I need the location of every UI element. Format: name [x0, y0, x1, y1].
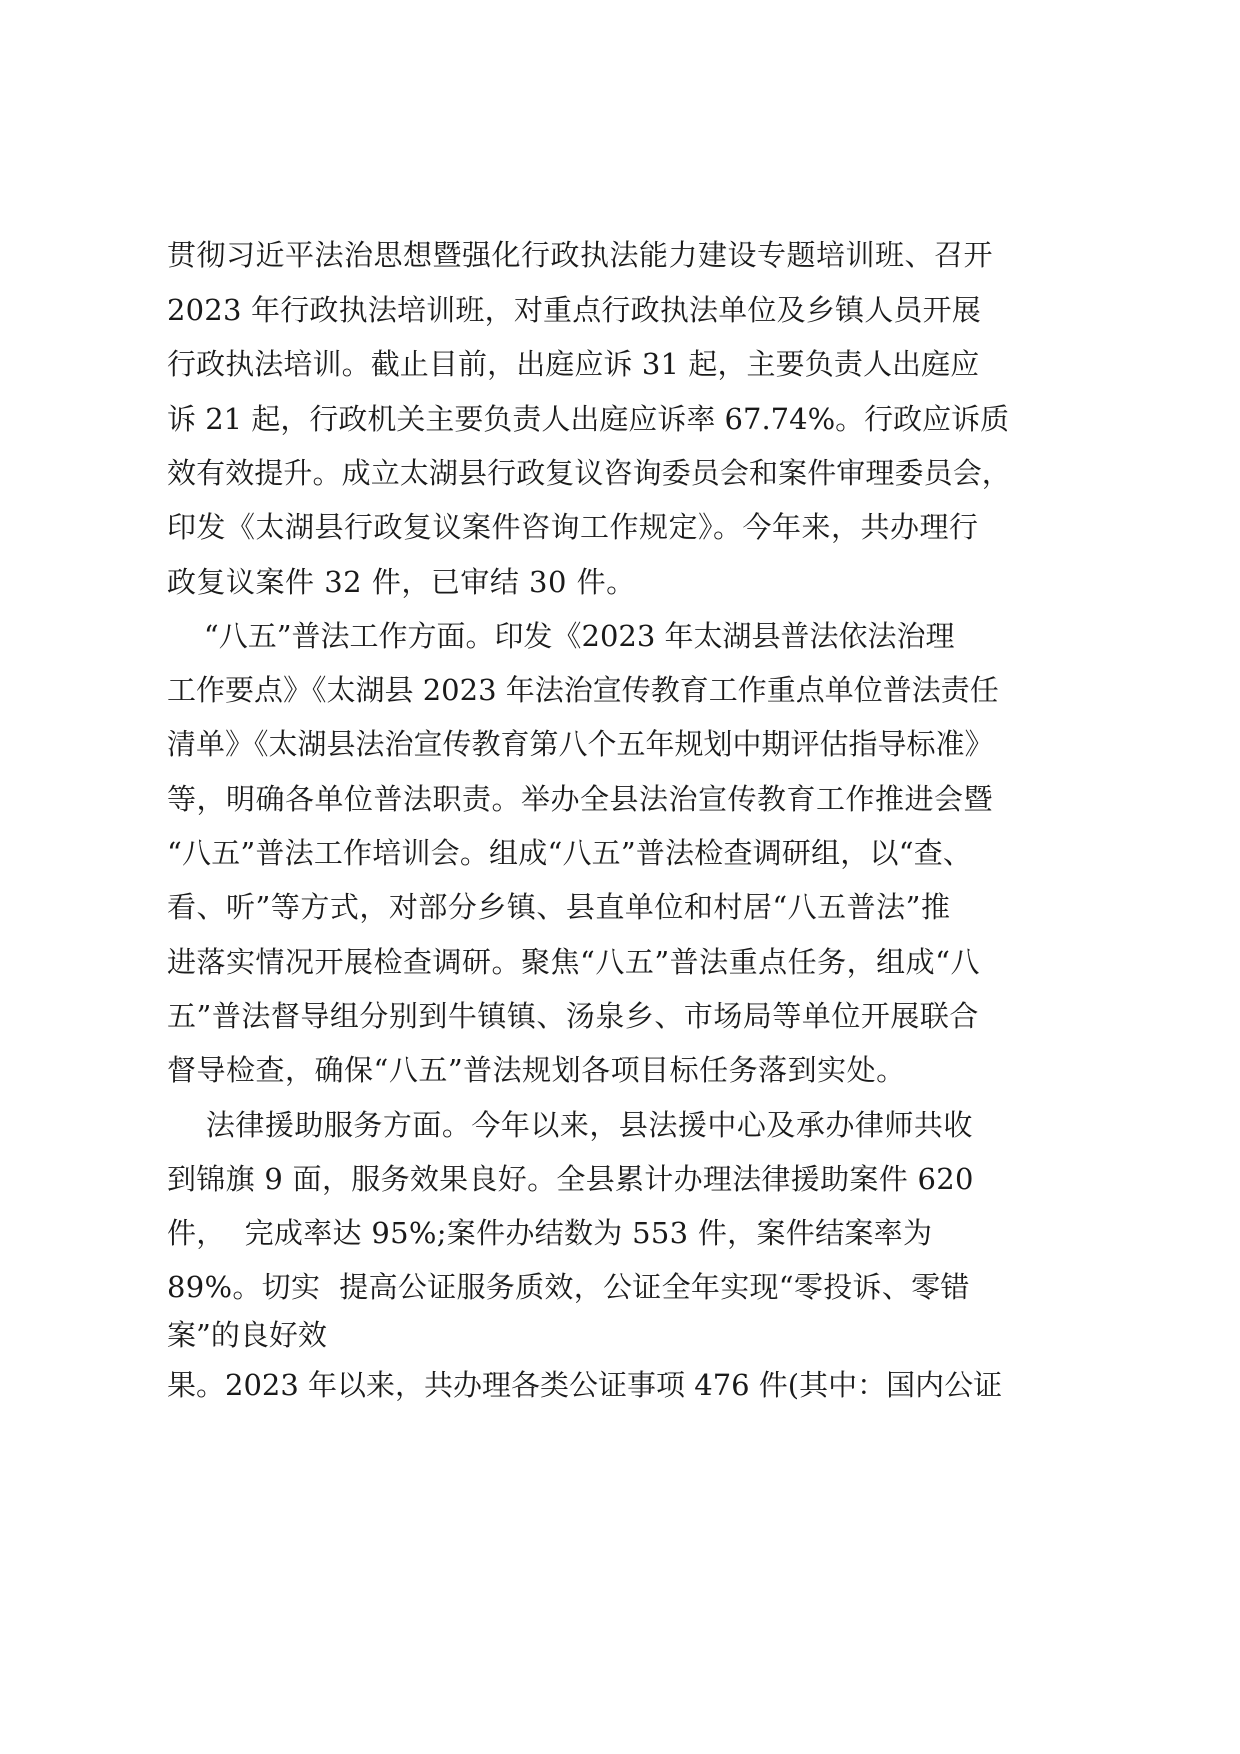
text-line-19: 件， 完成率达 95%;案件办结数为 553 件，案件结案率为 [167, 1216, 933, 1250]
text-line-20: 89%。切实 提高公证服务质效，公证全年实现“零投诉、零错 [167, 1270, 970, 1304]
text-line-18: 到锦旗 9 面，服务效果良好。全县累计办理法律援助案件 620 [167, 1162, 974, 1196]
text-line-22: 果。2023 年以来，共办理各类公证事项 476 件(其中：国内公证 [167, 1368, 1003, 1402]
text-line-2: 2023 年行政执法培训班，对重点行政执法单位及乡镇人员开展 [167, 293, 982, 327]
text-line-16: 督导检查，确保“八五”普法规划各项目标任务落到实处。 [167, 1053, 906, 1087]
text-line-5: 效有效提升。成立太湖县行政复议咨询委员会和案件审理委员会， [167, 456, 1011, 490]
text-line-15: 五”普法督导组分别到牛镇镇、汤泉乡、市场局等单位开展联合 [167, 999, 979, 1033]
text-line-9: 工作要点》《太湖县 2023 年法治宣传教育工作重点单位普法责任 [167, 673, 999, 707]
text-line-6: 印发《太湖县行政复议案件咨询工作规定》。今年来，共办理行 [167, 510, 979, 544]
text-line-21: 案”的良好效 [167, 1318, 327, 1352]
text-line-7: 政复议案件 32 件，已审结 30 件。 [167, 565, 636, 599]
text-line-17: 法律援助服务方面。今年以来，县法援中心及承办律师共收 [167, 1108, 973, 1142]
text-line-8: “八五”普法工作方面。印发《2023 年太湖县普法依法治理 [167, 619, 955, 653]
text-line-10: 清单》《太湖县法治宣传教育第八个五年规划中期评估指导标准》 [167, 727, 994, 761]
text-line-12: “八五”普法工作培训会。组成“八五”普法检查调研组，以“查、 [167, 836, 973, 870]
text-line-1: 贯彻习近平法治思想暨强化行政执法能力建设专题培训班、召开 [167, 238, 994, 272]
text-line-13: 看、听”等方式，对部分乡镇、县直单位和村居“八五普法”推 [167, 890, 951, 924]
text-line-14: 进落实情况开展检查调研。聚焦“八五”普法重点任务，组成“八 [167, 945, 980, 979]
text-line-11: 等，明确各单位普法职责。举办全县法治宣传教育工作推进会暨 [167, 782, 994, 816]
text-line-4: 诉 21 起，行政机关主要负责人出庭应诉率 67.74%。行政应诉质 [167, 402, 1010, 436]
text-line-3: 行政执法培训。截止目前，出庭应诉 31 起，主要负责人出庭应 [167, 347, 980, 381]
